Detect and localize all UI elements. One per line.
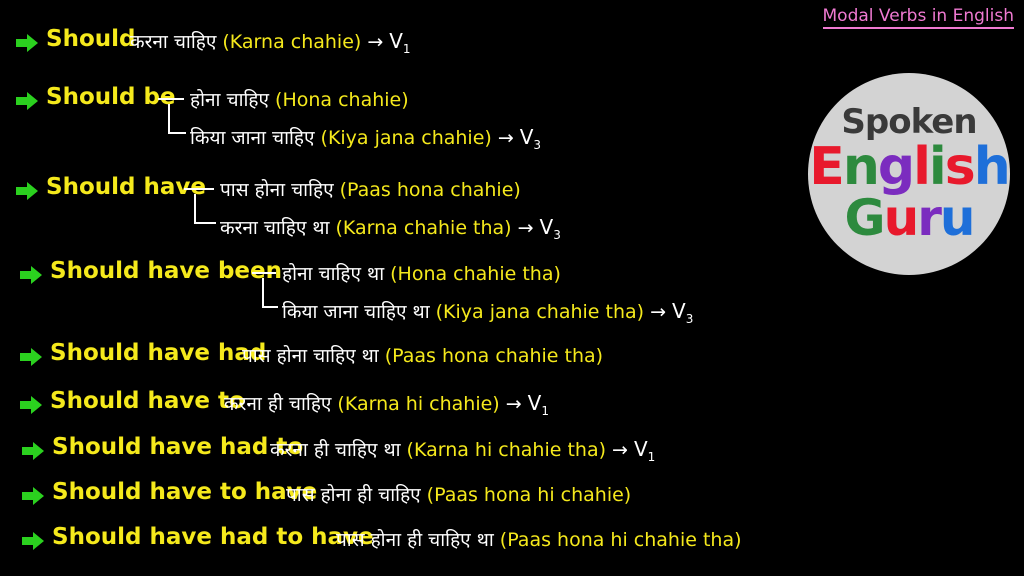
transliteration: (Karna chahie) — [222, 31, 362, 53]
hindi-text: होना चाहिए — [190, 89, 270, 111]
right-arrow-icon: → — [497, 127, 514, 149]
transliteration: (Karna hi chahie tha) — [406, 439, 607, 461]
hindi-text: करना ही चाहिए था — [270, 439, 401, 461]
verb-form: $V_3$ — [539, 215, 561, 242]
logo-letter: r — [917, 189, 940, 247]
translation-line — [190, 86, 409, 112]
logo-letter: G — [844, 189, 884, 247]
hindi-text: पास होना चाहिए — [220, 179, 334, 201]
modal-term: Should — [46, 26, 136, 52]
logo-letter: E — [809, 137, 843, 197]
transliteration: (Hona chahie tha) — [390, 263, 561, 285]
translation-line — [282, 260, 561, 286]
translation-line — [224, 390, 549, 418]
green-arrow-bullet-icon — [16, 34, 38, 52]
connector-line — [184, 188, 214, 190]
connector-line — [252, 272, 276, 274]
logo-letter: u — [883, 189, 918, 247]
hindi-text: किया जाना चाहिए — [190, 127, 315, 149]
logo-letter: g — [877, 137, 914, 197]
hindi-text: करना चाहिए — [130, 31, 217, 53]
modal-term: Should have — [46, 174, 206, 200]
translation-line — [270, 436, 655, 464]
logo-word-spoken: Spoken — [841, 102, 977, 142]
verb-form: $V_1$ — [527, 391, 549, 418]
transliteration: (Paas hona hi chahie) — [426, 484, 632, 506]
verb-form-subscript: 3 — [533, 138, 542, 152]
modal-term: Should have to — [50, 388, 245, 414]
verb-form-subscript: 1 — [402, 42, 411, 56]
logo-word-guru — [844, 189, 974, 247]
green-arrow-bullet-icon — [22, 532, 44, 550]
connector-branch — [194, 194, 216, 224]
logo-letter: s — [944, 137, 974, 197]
modal-term: Should have been — [50, 258, 282, 284]
verb-form: $V_1$ — [389, 29, 411, 56]
green-arrow-bullet-icon — [22, 442, 44, 460]
green-arrow-bullet-icon — [16, 92, 38, 110]
verb-form-subscript: 3 — [685, 312, 694, 326]
verb-form: $V_1$ — [633, 437, 656, 464]
hindi-text: किया जाना चाहिए था — [282, 301, 430, 323]
translation-line — [190, 124, 541, 152]
hindi-text: पास होना ही चाहिए था — [336, 529, 494, 551]
right-arrow-icon: → — [517, 217, 534, 239]
hindi-text: पास होना ही चाहिए — [286, 484, 421, 506]
modal-term: Should be — [46, 84, 176, 110]
transliteration: (Hona chahie) — [275, 89, 409, 111]
modal-term: Should have had to — [52, 434, 304, 460]
modal-term: Should have had — [50, 340, 267, 366]
translation-line — [336, 526, 742, 552]
right-arrow-icon: → — [505, 393, 522, 415]
logo-word-english — [809, 137, 1009, 197]
hindi-text: पास होना चाहिए था — [242, 345, 379, 367]
verb-form: $V_3$ — [672, 299, 694, 326]
translation-line — [286, 481, 631, 507]
connector-line — [158, 98, 184, 100]
logo-letter: l — [913, 137, 929, 197]
green-arrow-bullet-icon — [20, 266, 42, 284]
green-arrow-bullet-icon — [20, 396, 42, 414]
modal-term: Should have to have — [52, 479, 318, 505]
translation-line — [130, 28, 411, 56]
translation-line — [282, 298, 693, 326]
logo-letter: h — [973, 137, 1009, 197]
transliteration: (Karna hi chahie) — [337, 393, 500, 415]
translation-line — [220, 176, 521, 202]
right-arrow-icon: → — [650, 301, 666, 323]
connector-branch — [168, 104, 186, 134]
verb-form: $V_3$ — [519, 125, 542, 152]
green-arrow-bullet-icon — [16, 182, 38, 200]
logo-letter: i — [928, 137, 945, 197]
transliteration: (Paas hona hi chahie tha) — [499, 529, 742, 551]
verb-form-subscript: 1 — [647, 450, 656, 464]
logo-letter: n — [842, 137, 878, 197]
transliteration: (Karna chahie tha) — [335, 217, 512, 239]
green-arrow-bullet-icon — [22, 487, 44, 505]
verb-form-subscript: 1 — [541, 404, 549, 418]
page-header-title: Modal Verbs in English — [823, 6, 1015, 29]
right-arrow-icon: → — [612, 439, 628, 461]
green-arrow-bullet-icon — [20, 348, 42, 366]
modal-term: Should have had to have — [52, 524, 374, 550]
hindi-text: करना ही चाहिए — [224, 393, 332, 415]
transliteration: (Paas hona chahie tha) — [384, 345, 604, 367]
hindi-text: होना चाहिए था — [282, 263, 385, 285]
translation-line — [242, 342, 603, 368]
verb-form-subscript: 3 — [553, 228, 561, 242]
connector-branch — [262, 278, 278, 308]
right-arrow-icon: → — [367, 31, 384, 53]
transliteration: (Paas hona chahie) — [339, 179, 521, 201]
hindi-text: करना चाहिए था — [220, 217, 330, 239]
translation-line — [220, 214, 561, 242]
spoken-english-guru-logo — [808, 73, 1010, 275]
logo-letter: u — [939, 189, 974, 247]
transliteration: (Kiya jana chahie) — [320, 127, 492, 149]
transliteration: (Kiya jana chahie tha) — [435, 301, 645, 323]
